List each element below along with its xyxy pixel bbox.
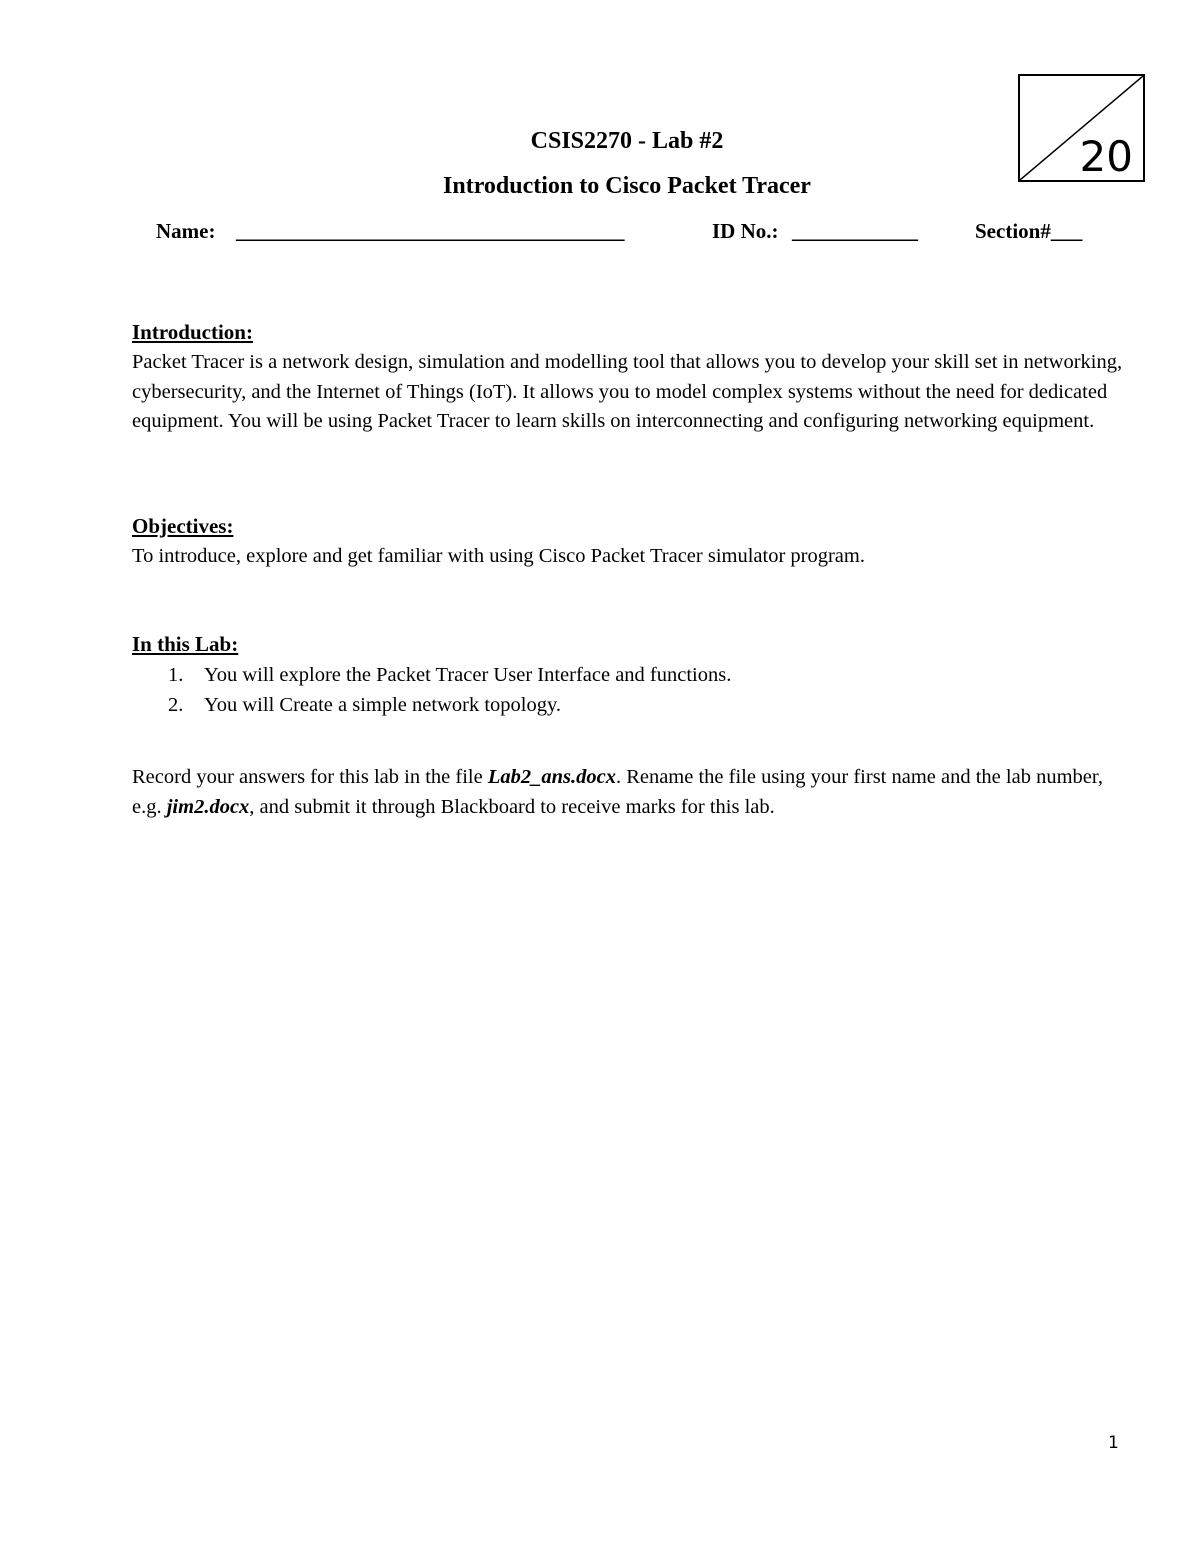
list-item-text: You will Create a simple network topology. — [204, 694, 562, 716]
introduction-text: Packet Tracer is a network design, simulation and modelling tool that allows you to develop your skill set in networking, cybersecurity, and the Internet of Things (IoT). It allows you to model complex systems without the need for dedicated equipment. You will be using Packet Tracer to learn skills on interconnecting and configuring networking equipment. — [132, 351, 1123, 432]
lab-heading: In this Lab: — [132, 632, 239, 656]
list-item-number: 1. — [168, 664, 184, 686]
answer-file-name: Lab2_ans.docx — [487, 766, 616, 788]
record-text-1: Record your answers for this lab in the file — [132, 766, 488, 788]
id-field[interactable]: ____________ — [792, 219, 918, 243]
list-item-text: You will explore the Packet Tracer User Interface and functions. — [204, 664, 732, 686]
score-total: 20 — [1079, 132, 1133, 181]
page-number: 1 — [1108, 1433, 1119, 1453]
id-label: ID No.: — [712, 219, 779, 243]
record-instructions — [132, 763, 1132, 822]
name-field[interactable]: _____________________________________ — [236, 219, 625, 243]
example-file-name: jim2.docx — [166, 795, 250, 818]
name-label: Name: — [156, 219, 216, 243]
lab-task-list — [132, 660, 1132, 720]
list-item — [132, 660, 1132, 690]
record-text-2: . Rename the file using your first name and the lab number, e.g. — [132, 766, 1103, 818]
lab-subtitle: Introduction to Cisco Packet Tracer — [443, 173, 811, 199]
list-item-number: 2. — [168, 694, 184, 716]
list-item — [132, 690, 1132, 720]
section-field[interactable]: Section#___ — [975, 219, 1083, 243]
course-title: CSIS2270 - Lab #2 — [530, 128, 724, 154]
objectives-heading: Objectives: — [132, 514, 234, 538]
objectives-text: To introduce, explore and get familiar with using Cisco Packet Tracer simulator program. — [132, 545, 865, 567]
introduction-heading: Introduction: — [132, 320, 253, 344]
record-text-3: , and submit it through Blackboard to receive marks for this lab. — [249, 795, 775, 818]
student-info-row — [156, 219, 1082, 244]
